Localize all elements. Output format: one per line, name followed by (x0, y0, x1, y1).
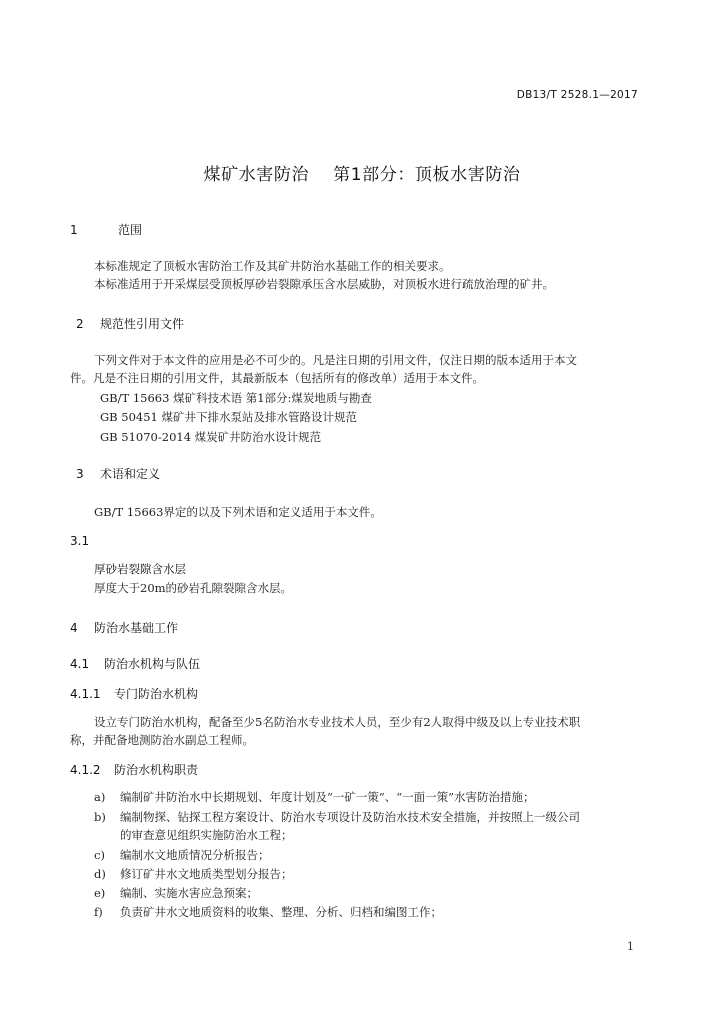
reference-item: GB/T 15663 煤矿科技术语 第1部分:煤炭地质与勘查 (100, 391, 372, 405)
reference-item: GB 51070-2014 煤炭矿井防治水设计规范 (100, 430, 322, 444)
section-title: 范围 (118, 223, 143, 237)
section-4-1-1-heading (70, 685, 198, 702)
paragraph: 下列文件对于本文件的应用是必不可少的。凡是注日期的引用文件，仅注日期的版本适用于本文 (94, 353, 577, 367)
document-code: DB13/T 2528.1—2017 (516, 89, 638, 101)
list-marker: f) (94, 905, 103, 919)
section-number: 1 (70, 223, 78, 237)
document-title: 煤矿水害防治 第1部分：顶板水害防治 (203, 165, 521, 185)
section-4-heading (70, 619, 178, 636)
page-number: 1 (627, 940, 634, 953)
reference-item: GB 50451 煤矿井下排水泵站及排水管路设计规范 (100, 410, 358, 424)
section-title: 规范性引用文件 (100, 317, 185, 331)
list-item (94, 789, 535, 805)
list-item (94, 847, 270, 863)
section-4-1-heading (70, 655, 200, 672)
list-marker: d) (94, 867, 106, 881)
section-number: 3 (76, 467, 84, 481)
section-number: 2 (76, 317, 84, 331)
list-item (94, 904, 442, 920)
list-text: 编制物探、钻探工程方案设计、防治水专项设计及防治水技术安全措施，并按照上一级公司 (120, 810, 580, 824)
paragraph: 本标准适用于开采煤层受顶板厚砂岩裂隙承压含水层威胁，对顶板水进行疏放治理的矿井。 (94, 277, 554, 291)
section-number: 4.1 (70, 657, 90, 671)
section-3-heading (70, 465, 160, 482)
term-number: 3.1 (70, 534, 90, 548)
term-definition: 厚度大于20m的砂岩孔隙裂隙含水层。 (94, 581, 293, 595)
list-text: 编制水文地质情况分析报告； (120, 848, 270, 862)
paragraph: 件。凡是不注日期的引用文件，其最新版本（包括所有的修改单）适用于本文件。 (70, 371, 484, 385)
list-item (94, 809, 580, 825)
section-1-heading (70, 221, 142, 238)
section-title: 防治水机构职责 (114, 763, 199, 777)
section-title: 术语和定义 (100, 467, 161, 481)
paragraph: 称，并配备地测防治水副总工程师。 (70, 733, 254, 747)
paragraph: GB/T 15663界定的以及下列术语和定义适用于本文件。 (94, 505, 382, 519)
list-marker: e) (94, 886, 106, 900)
paragraph: 设立专门防治水机构，配备至少5名防治水专业技术人员，至少有2人取得中级及以上专业技术职 (94, 715, 581, 729)
list-marker: c) (94, 848, 105, 862)
term-title: 厚砂岩裂隙含水层 (94, 562, 186, 576)
list-text: 修订矿井水文地质类型划分报告； (120, 867, 293, 881)
paragraph: 本标准规定了顶板水害防治工作及其矿井防治水基础工作的相关要求。 (94, 259, 451, 273)
section-2-heading (70, 315, 184, 332)
section-title: 防治水机构与队伍 (104, 657, 201, 671)
list-item (94, 866, 293, 882)
section-title: 防治水基础工作 (94, 621, 179, 635)
section-title: 专门防治水机构 (114, 687, 199, 701)
list-text: 编制矿井防治水中长期规划、年度计划及“一矿一策”、“一面一策”水害防治措施； (120, 790, 535, 804)
list-marker: a) (94, 790, 106, 804)
list-marker: b) (94, 810, 106, 824)
section-number: 4.1.1 (70, 687, 101, 701)
section-number: 4.1.2 (70, 763, 101, 777)
section-number: 4 (70, 621, 78, 635)
section-4-1-2-heading (70, 761, 198, 778)
list-item-continuation: 的审查意见组织实施防治水工程； (120, 828, 293, 842)
list-text: 负责矿井水文地质资料的收集、整理、分析、归档和编图工作； (120, 905, 442, 919)
list-item (94, 885, 258, 901)
list-text: 编制、实施水害应急预案； (120, 886, 258, 900)
